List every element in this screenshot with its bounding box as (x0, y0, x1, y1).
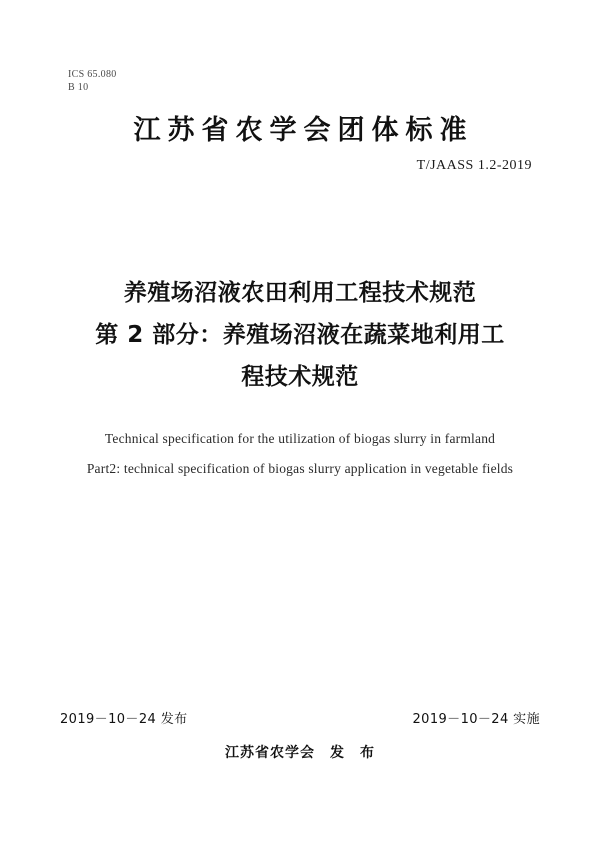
issue-date: 2019－10－24 发布 (60, 712, 188, 727)
title-cn-line-1: 养殖场沼液农田利用工程技术规范 (123, 280, 477, 306)
title-block (60, 272, 540, 484)
title-en-line-2: Part2: technical specification of biogas slurry application in vegetable fields (86, 461, 514, 476)
standard-number: T/JAASS 1.2-2019 (416, 158, 532, 173)
title-cn-line-3: 程技术规范 (241, 364, 359, 390)
title-cn-line-2: 第 2 部分：养殖场沼液在蔬菜地利用工 (95, 322, 505, 348)
title-en-line-1: Technical specification for the utilization of biogas slurry in farmland (104, 431, 496, 446)
document-title-cn (60, 272, 540, 398)
date-row (60, 708, 540, 727)
ccs-code: B 10 (68, 82, 89, 93)
publisher-name: 江苏省农学会 发 布 (225, 745, 375, 761)
implement-date: 2019－10－24 实施 (412, 712, 540, 727)
ics-code: ICS 65.080 (68, 69, 117, 80)
organization-title: 江苏省农学会团体标准 (133, 115, 474, 146)
document-title-en (60, 424, 540, 484)
classification-codes (68, 68, 117, 94)
